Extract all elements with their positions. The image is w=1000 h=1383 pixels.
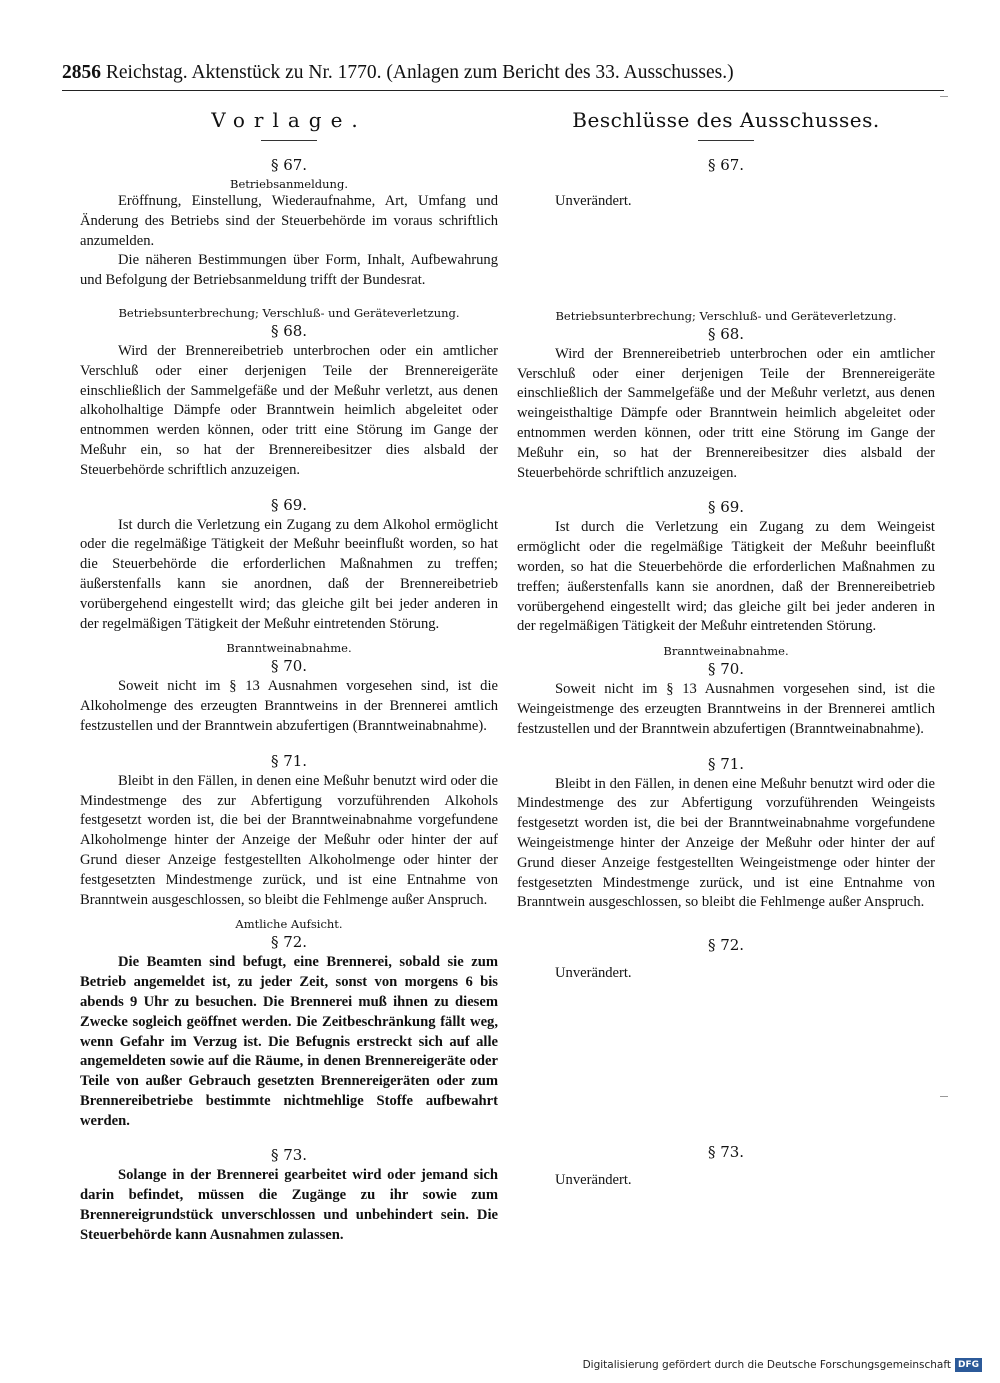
margin-tick bbox=[940, 1096, 948, 1097]
section-67-paragraph-1: Eröffnung, Einstellung, Wiederaufnahme, Art, Umfang und Änderung des Betriebs sind der Steuerbehörde im voraus schriftlich anzumelden. bbox=[80, 193, 498, 249]
section-67-unchanged: Unverändert. bbox=[555, 193, 632, 209]
section-68-paragraph: Wird der Brennereibetrieb unterbrochen oder ein amtlicher Verschluß oder einer derjenigen Teile der Brennereigeräte einschließlich der Sammelgefäße und der Meßuhr verletzt, aus denen weingeisthaltige Dämpfe oder Branntwein heimlich abgeleitet oder entnommen werden können, oder tritt eine Störung im Gange der Meßuhr ein, so hat der Brennereibesitzer dies alsbald der Steuerbehörde schriftlich anzuzeigen. bbox=[517, 345, 935, 481]
section-67-heading: § 67. bbox=[707, 156, 745, 174]
margin-tick bbox=[940, 96, 948, 97]
section-73-paragraph: Solange in der Brennerei gearbeitet wird oder jemand sich darin befindet, müssen die Zugänge zu ihr sowie zum Brennereigrundstück unverschlossen und unbehindert sein. Die Steuerbehörde kann Ausnahmen zulassen. bbox=[80, 1167, 498, 1243]
section-68-heading: § 68. bbox=[707, 324, 745, 343]
section-71-paragraph: Bleibt in den Fällen, in denen eine Meßuhr benutzt wird oder die Mindestmenge des zur Abfertigung vorzuführenden Alkohols festgesetzt worden ist, die bei der Branntweinabnahme vorgefundene Alkoholmenge hinter der Anzeige der Meßuhr oder hinter der auf Grund dieser Anzeige festgestellten Alkoholmenge oder hinter der festgesetzten Mindestmenge zurück, und ist eine Entnahme von Branntwein ausgeschlossen, so bleibt die Fehlmenge außer Anspruch. bbox=[80, 772, 498, 908]
section-73-heading: § 73. bbox=[270, 1146, 308, 1165]
footer-credit bbox=[583, 1357, 982, 1373]
section-68-paragraph: Wird der Brennereibetrieb unterbrochen oder ein amtlicher Verschluß oder einer derjenigen Teile der Brennereigeräte einschließlich der Sammelgefäße und der Meßuhr verletzt, aus denen alkoholhaltige Dämpfe oder Branntwein heimlich abgeleitet oder entnommen werden können, oder tritt eine Störung im Gange der Meßuhr ein, so hat der Brennereibesitzer dies alsbald der Steuerbehörde schriftlich anzuzeigen. bbox=[80, 342, 498, 478]
section-72-caption: Amtliche Aufsicht. bbox=[235, 917, 343, 932]
section-72-heading: § 72. bbox=[707, 936, 745, 955]
left-column-title: Vorlage. bbox=[211, 108, 367, 132]
section-67-heading: § 67. bbox=[270, 156, 308, 174]
section-70-paragraph: Soweit nicht im § 13 Ausnahmen vorgesehen sind, ist die Weingeistmenge des erzeugten Branntweins in der Brennerei amtlich festzustellen und der Branntwein abzufertigen (Branntweinabnahme). bbox=[517, 681, 935, 737]
title-rule bbox=[261, 140, 317, 141]
page-header bbox=[62, 60, 952, 86]
section-70-heading: § 70. bbox=[270, 657, 308, 676]
section-71-heading: § 71. bbox=[270, 751, 308, 770]
section-72-unchanged: Unverändert. bbox=[555, 965, 632, 982]
section-69-heading: § 69. bbox=[707, 498, 745, 517]
page-number: 2856 bbox=[62, 62, 101, 83]
section-72-heading: § 72. bbox=[270, 933, 308, 952]
footer-text: Digitalisierung gefördert durch die Deutsche Forschungsgemeinschaft bbox=[582, 1359, 951, 1371]
section-68-caption: Betriebsunterbrechung; Verschluß- und Geräteverletzung. bbox=[118, 305, 460, 320]
section-70-caption: Branntweinabnahme. bbox=[663, 644, 789, 659]
right-column bbox=[517, 100, 935, 1191]
section-71-heading: § 71. bbox=[707, 754, 745, 773]
section-72-paragraph: Die Beamten sind befugt, eine Brennerei, sobald sie zum Betrieb angemeldet ist, zu jeder Zeit, sonst von morgens 6 bis abends 9 Uhr zu besuchen. Die Brennerei muß ihnen zu diesem Zwecke sogleich geöffnet werden. Die Zeitbeschränkung fällt weg, wenn Gefahr im Verzug ist. Die Befugnis erstreckt sich auf alle angemeldeten sowie auf die Räume, in denen Brennereigeräte oder Teile von außer Gebrauch gesetzten Brennereigeräten oder zum Brennereibetriebe bestimmte nichtmehlige Stoffe aufbewahrt werden. bbox=[80, 954, 498, 1129]
section-69-heading: § 69. bbox=[270, 495, 308, 514]
right-column-title: Beschlüsse des Ausschusses. bbox=[572, 108, 880, 132]
section-69-paragraph: Ist durch die Verletzung ein Zugang zu dem Alkohol ermöglicht oder die regelmäßige Tätigkeit der Meßuhr beeinflußt worden, so hat die Steuerbehörde die erforderlichen Maßnahmen zu treffen; äußerstenfalls kann sie anordnen, daß der Brennereibetrieb vorübergehend eingestellt wird; das gleiche gilt bei jeder anderen in der regelmäßigen Tätigkeit der Meßuhr eintretenden Störung. bbox=[80, 516, 498, 632]
section-68-caption: Betriebsunterbrechung; Verschluß- und Geräteverletzung. bbox=[555, 308, 897, 323]
section-70-heading: § 70. bbox=[707, 660, 745, 679]
dfg-logo-icon: DFG bbox=[955, 1358, 982, 1372]
section-67-paragraph-2: Die näheren Bestimmungen über Form, Inhalt, Aufbewahrung und Befolgung der Betriebsanmeldung trifft der Bundesrat. bbox=[80, 252, 498, 289]
title-rule bbox=[698, 140, 754, 141]
header-text: Reichstag. Aktenstück zu Nr. 1770. (Anlagen zum Bericht des 33. Ausschusses.) bbox=[105, 62, 734, 83]
section-70-caption: Branntweinabnahme. bbox=[226, 641, 352, 656]
section-70-paragraph: Soweit nicht im § 13 Ausnahmen vorgesehen sind, ist die Alkoholmenge des erzeugten Branntweins in der Brennerei amtlich festzustellen und der Branntwein abzufertigen (Branntweinabnahme). bbox=[80, 678, 498, 734]
section-71-paragraph: Bleibt in den Fällen, in denen eine Meßuhr benutzt wird oder die Mindestmenge des zur Abfertigung vorzuführenden Weingeists festgesetzt worden ist, die bei der Branntweinabnahme vorgefundene Weingeistmenge hinter der Anzeige der Meßuhr oder hinter der auf Grund dieser Anzeige festgestellten Weingeistmenge oder hinter der festgesetzten Mindestmenge zurück, und ist eine Entnahme von Branntwein ausgeschlossen, so bleibt die Fehlmenge außer Anspruch. bbox=[517, 775, 935, 911]
section-67-caption: Betriebsanmeldung. bbox=[230, 177, 348, 191]
left-column bbox=[80, 100, 498, 1246]
section-73-unchanged: Unverändert. bbox=[555, 1171, 632, 1188]
section-68-heading: § 68. bbox=[270, 321, 308, 340]
header-rule bbox=[62, 90, 944, 91]
section-73-heading: § 73. bbox=[707, 1142, 745, 1161]
section-69-paragraph: Ist durch die Verletzung ein Zugang zu dem Weingeist ermöglicht oder die regelmäßige Tätigkeit der Meßuhr beeinflußt worden, so hat die Steuerbehörde die erforderlichen Maßnahmen zu treffen; äußerstenfalls kann sie anordnen, daß der Brennereibetrieb vorübergehend eingestellt wird; das gleiche gilt bei jeder anderen in der regelmäßigen Tätigkeit der Meßuhr eintretenden Störung. bbox=[517, 519, 935, 635]
